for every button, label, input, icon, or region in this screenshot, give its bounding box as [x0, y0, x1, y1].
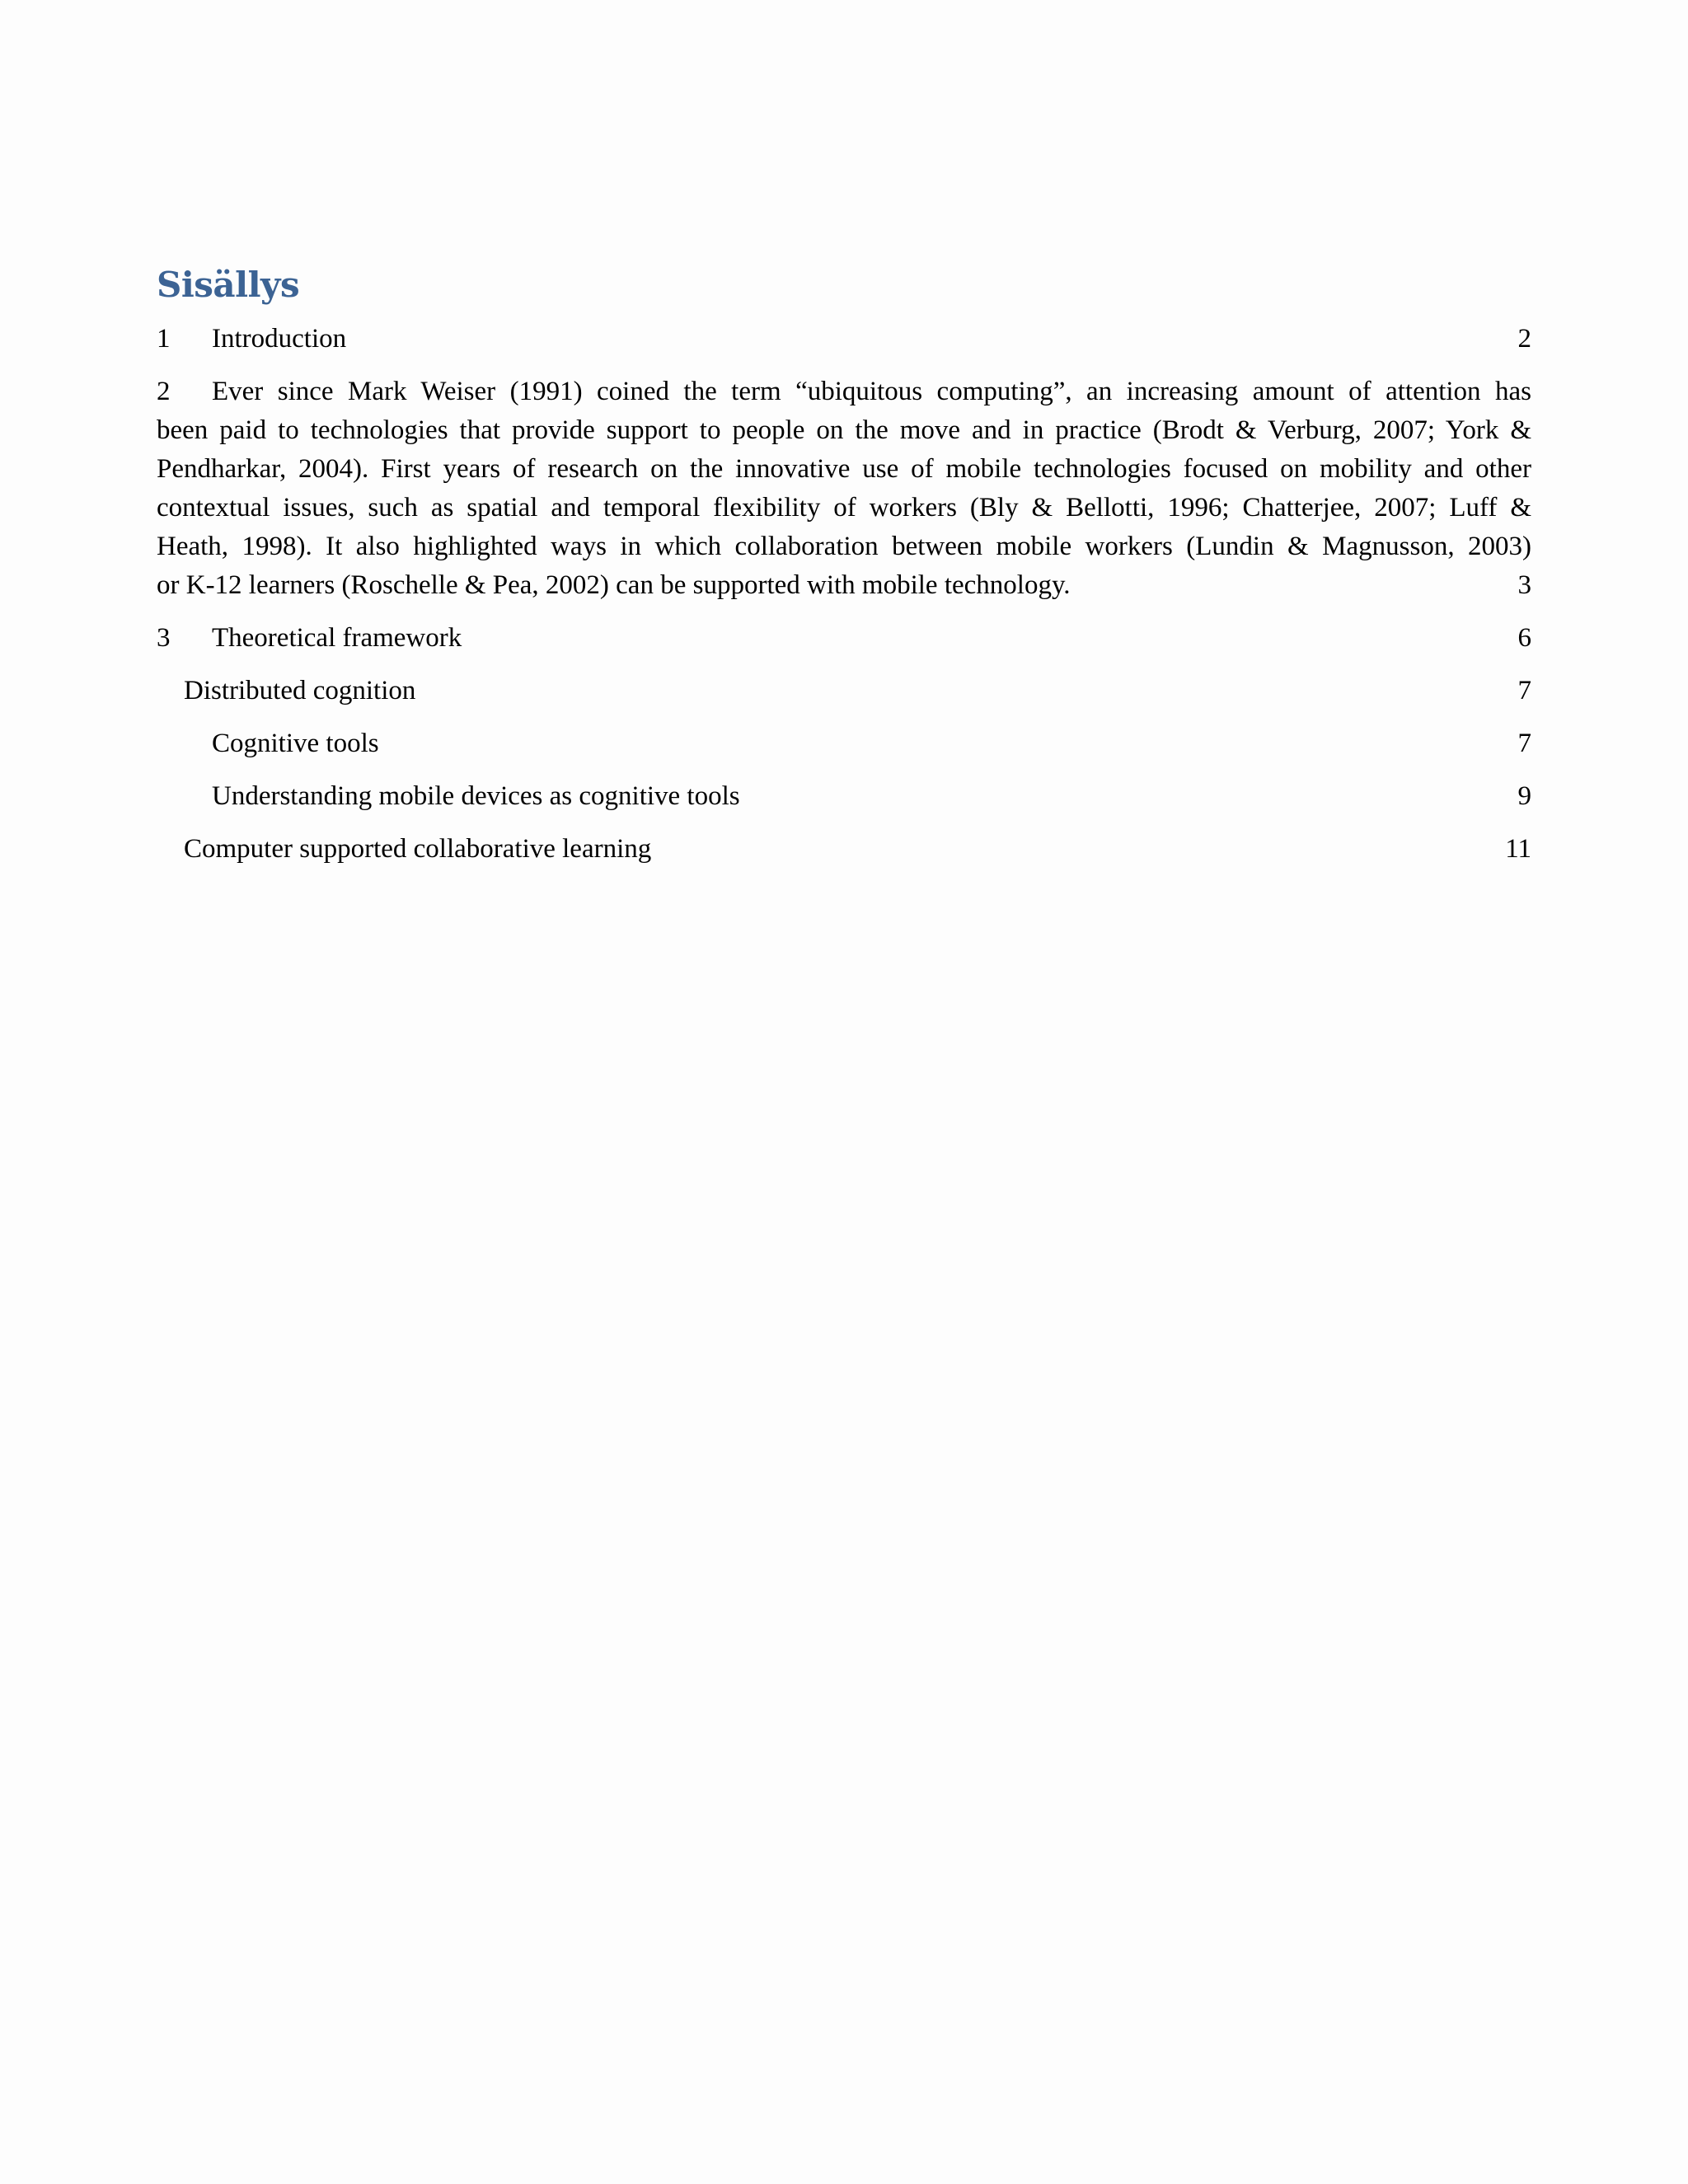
toc-entry-text: Cognitive tools: [212, 729, 379, 758]
toc-entry-distributed-cognition[interactable]: [157, 672, 1531, 710]
toc-heading: Sisällys: [157, 265, 300, 305]
toc-paragraph-last-line: [157, 566, 1531, 605]
toc-entry-page: 9: [1517, 781, 1531, 811]
toc-paragraph-line: been paid to technologies that provide support to people on the move and in practice (Brodt & Verburg, 2007; York &: [157, 415, 1531, 445]
toc-paragraph-line-text: Ever since Mark Weiser (1991) coined the term “ubiquitous computing”, an increasing amount of attention has: [212, 377, 1531, 406]
toc-entry-text: Understanding mobile devices as cognitive tools: [212, 781, 740, 811]
toc-entry-cscl[interactable]: [157, 830, 1531, 869]
toc-entry-page: 11: [1505, 834, 1531, 864]
toc-entry-text: Introduction: [212, 324, 347, 354]
toc-entry-page: 6: [1517, 623, 1531, 653]
toc-entry-page: 2: [1517, 324, 1531, 354]
toc-paragraph-line-text: or K-12 learners (Roschelle & Pea, 2002) can be supported with mobile technology.: [157, 570, 1071, 600]
toc-entry-text: Theoretical framework: [212, 623, 462, 653]
toc-entry-page: 3: [1517, 570, 1531, 600]
toc-entry-theoretical-framework[interactable]: [157, 619, 1531, 658]
toc-paragraph-line: [157, 373, 1531, 411]
toc-entry-mobile-devices[interactable]: [157, 777, 1531, 816]
toc-paragraph-line: Heath, 1998). It also highlighted ways in which collaboration between mobile workers (Lundin & Magnusson, 2003): [157, 532, 1531, 561]
table-of-contents: [157, 260, 1531, 869]
toc-entry-text: Distributed cognition: [184, 676, 416, 705]
toc-entry-cognitive-tools[interactable]: [157, 724, 1531, 763]
toc-entry-page: 7: [1517, 676, 1531, 705]
toc-entry-introduction[interactable]: [157, 320, 1531, 359]
toc-paragraph-line: contextual issues, such as spatial and temporal flexibility of workers (Bly & Bellotti, 1996; Chatterjee, 2007; Luff &: [157, 493, 1531, 523]
toc-entry-page: 7: [1517, 729, 1531, 758]
toc-paragraph-line: Pendharkar, 2004). First years of research on the innovative use of mobile technologies focused on mobility and other: [157, 454, 1531, 484]
toc-entry-number: 1: [157, 324, 171, 354]
toc-entry-number: 2: [157, 377, 171, 406]
toc-entry-number: 3: [157, 623, 171, 653]
toc-entry-text: Computer supported collaborative learning: [184, 834, 652, 864]
toc-entry-paragraph[interactable]: [157, 373, 1531, 605]
